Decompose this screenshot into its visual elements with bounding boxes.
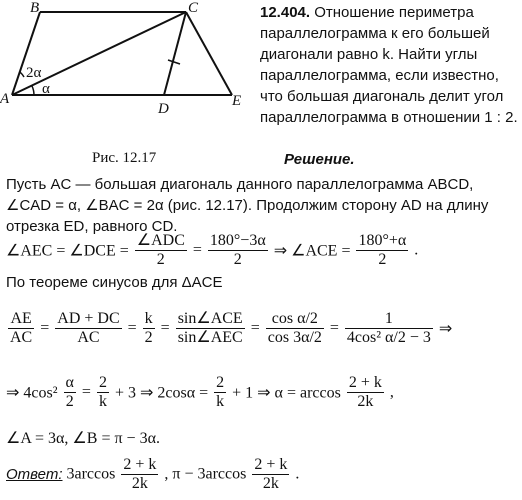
eq1-eq: = — [192, 241, 202, 259]
eq3-frac-2: $\frac{2}{k}$ — [98, 374, 107, 410]
eq2-frac-4: $\frac{\text{sin∠ACE}}{\text{sin∠AEC}}$ — [177, 310, 243, 346]
figure-caption: Рис. 12.17 — [92, 150, 157, 166]
eq1-frac-2: $\frac{180^\circ-3\alpha}{2}$ — [209, 232, 266, 268]
equation-4: ∠A = 3α, ∠B = π − 3α. — [6, 430, 160, 447]
equation-1 — [6, 232, 418, 269]
label-c: C — [188, 0, 199, 16]
angle-arc-a — [32, 86, 34, 95]
diagonal-ac — [12, 12, 186, 95]
angle-label-2a: 2α — [26, 65, 42, 81]
eq2-arrow: ⇒ — [438, 320, 453, 338]
paragraph-2: По теореме синусов для ΔACE — [6, 274, 223, 291]
eq1-end: . — [414, 241, 419, 259]
parallelogram-figure — [0, 0, 240, 140]
answer-frac-2: $\frac{2 + k}{2k}$ — [254, 456, 288, 492]
side-ce — [186, 12, 232, 95]
eq3-frac-3: $\frac{2}{k}$ — [216, 374, 225, 410]
solution-label: Решение. — [284, 151, 355, 168]
answer-label: Ответ: — [6, 466, 63, 483]
eq3-frac-4: $\frac{2 + k}{2k}$ — [348, 374, 382, 410]
equation-2: $\frac{AE}{AC}$ = $\frac{AD + DC}{AC}$ = $\frac{k}{2}$ = $\frac{\text{sin∠ACE}}{\text{sin∠AEC}}$ = $\frac{\text{cos α/2}}{\cos 3\alpha/2}$ = $\frac{1}{\text{4cos² α/2 − 3}}$ ⇒ — [10, 310, 453, 346]
answer-frac-1: $\frac{2 + k}{2k}$ — [123, 456, 157, 492]
side-cd — [164, 12, 186, 95]
paragraph-1: Пусть AC — большая диагональ данного параллелограмма ABCD, ∠CAD = α, ∠BAC = 2α (рис. 12.17). Продолжим сторону AD на длину отрезка ED, равного CD. — [6, 176, 489, 235]
eq1-frac-3: $\frac{180^\circ+\alpha}{2}$ — [358, 232, 407, 268]
label-e: E — [232, 93, 242, 109]
label-b: B — [30, 0, 40, 16]
eq2-frac-5: $\frac{\text{cos α/2}}{\cos 3\alpha/2}$ — [267, 310, 322, 346]
eq1-arrow: ⇒ ∠ACE = — [273, 242, 351, 260]
angle-arc-2a — [20, 72, 24, 77]
eq1-lhs: ∠AEC = ∠DCE = — [6, 242, 129, 260]
label-d: D — [158, 101, 169, 117]
problem-statement — [260, 2, 518, 128]
eq1-frac-1: $\frac{\text{∠ADC}}{2}$ — [136, 232, 185, 268]
eq2-frac-6: $\frac{1}{\text{4cos² α/2 − 3}}$ — [346, 310, 431, 346]
equation-3: ⇒ 4cos² $\frac{\alpha}{2}$ = $\frac{2}{k}$ + 3 ⇒ 2cosα = $\frac{2}{k}$ + 1 ⇒ α = arccos $\frac{2 + k}{2k}$ , — [6, 374, 394, 410]
eq3-start: ⇒ 4cos² — [6, 384, 58, 402]
eq2-frac-2: $\frac{AD + DC}{AC}$ — [57, 310, 120, 346]
problem-text: Отношение периметра параллелограмма к его большей диагонали равно k. Найти углы параллелограмма, если известно, что большая диагональ делит угол параллелограмма в отношении 1 : 2. — [260, 4, 518, 126]
eq2-frac-3: $\frac{k}{2}$ — [144, 310, 153, 346]
angle-label-a: α — [42, 81, 50, 97]
problem-number: 12.404. — [260, 4, 311, 21]
eq3-frac-1: $\frac{\alpha}{2}$ — [65, 374, 74, 410]
label-a: A — [0, 91, 10, 107]
eq2-frac-1: $\frac{AE}{AC}$ — [10, 310, 33, 346]
answer-line: Ответ: 3arccos $\frac{2 + k}{2k}$ , π − 3arccos $\frac{2 + k}{2k}$ . — [6, 456, 300, 492]
